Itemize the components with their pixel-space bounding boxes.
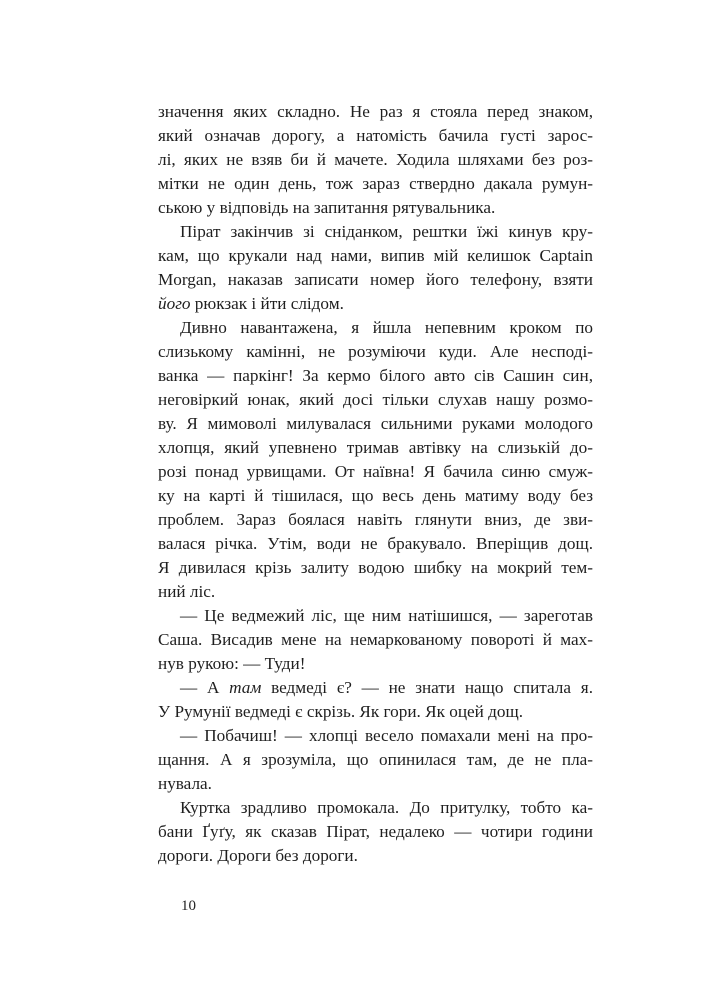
text-segment: У Румунії ведмеді є скрізь. Як гори. Як оцей дощ. — [158, 702, 524, 721]
text-segment: Пірат закінчив зі сніданком, рештки їжі кинув кру- — [180, 222, 593, 241]
text-segment: розі понад урвищами. От наївна! Я бачила синю смуж- — [158, 462, 593, 481]
paragraph — [158, 316, 593, 604]
text-line — [158, 364, 593, 388]
text-line — [158, 412, 593, 436]
text-segment: валася річка. Утім, води не бракувало. Вперіщив дощ. — [158, 534, 593, 553]
text-line — [158, 652, 593, 676]
text-segment: дороги. Дороги без дороги. — [158, 846, 358, 865]
text-line — [158, 292, 593, 316]
text-segment: слизькому камінні, не розуміючи куди. Але несподі- — [158, 342, 593, 361]
text-segment: ською у відповідь на запитання рятувальника. — [158, 198, 496, 217]
page-body-text — [158, 100, 593, 868]
text-line — [158, 316, 593, 340]
text-line — [158, 724, 593, 748]
paragraph — [158, 796, 593, 868]
text-line — [158, 556, 593, 580]
text-segment: — А — [180, 678, 230, 697]
paragraph — [158, 724, 593, 796]
text-segment: Дивно навантажена, я йшла непевним кроком по — [180, 318, 593, 337]
text-segment: ву. Я мимоволі милувалася сильними руками молодого — [158, 414, 593, 433]
text-line — [158, 172, 593, 196]
text-segment: щання. А я зрозуміла, що опинилася там, де не пла- — [158, 750, 593, 769]
text-segment: — Побачиш! — хлопці весело помахали мені на про- — [180, 726, 593, 745]
page-number: 10 — [181, 898, 196, 914]
text-line — [158, 244, 593, 268]
text-line — [158, 124, 593, 148]
text-segment: Morgan, наказав записати номер його телефону, взяти — [158, 270, 593, 289]
text-segment: кам, що крукали над нами, випив мій келишок Captain — [158, 246, 593, 265]
text-segment: хлопця, який упевнено тримав автівку на слизькій до- — [158, 438, 593, 457]
text-line — [158, 604, 593, 628]
text-segment: неговіркий юнак, який досі тільки слухав нашу розмо- — [158, 390, 593, 409]
text-segment: ведмеді є? — не знати нащо спитала я. — [261, 678, 593, 697]
text-line — [158, 628, 593, 652]
text-line — [158, 436, 593, 460]
text-line — [158, 148, 593, 172]
text-segment: нув рукою: — Туди! — [158, 654, 306, 673]
italic-text: там — [229, 678, 262, 697]
text-line — [158, 772, 593, 796]
text-segment: рюкзак і йти слідом. — [190, 294, 344, 313]
text-segment: Куртка зрадливо промокала. До притулку, тобто ка- — [180, 798, 593, 817]
text-line — [158, 532, 593, 556]
text-line — [158, 676, 593, 700]
text-line — [158, 340, 593, 364]
text-line — [158, 796, 593, 820]
text-segment: ку на карті й тішилася, що весь день матиму воду без — [158, 486, 593, 505]
paragraph — [158, 676, 593, 724]
text-line — [158, 820, 593, 844]
text-line — [158, 388, 593, 412]
paragraph — [158, 604, 593, 676]
text-line — [158, 268, 593, 292]
text-segment: Саша. Висадив мене на немаркованому повороті й мах- — [158, 630, 593, 649]
text-segment: ний ліс. — [158, 582, 216, 601]
text-line — [158, 196, 593, 220]
text-segment: ванка — паркінг! За кермо білого авто сів Сашин син, — [158, 366, 593, 385]
text-line — [158, 460, 593, 484]
text-segment: нувала. — [158, 774, 212, 793]
text-segment: проблем. Зараз боялася навіть глянути вниз, де зви- — [158, 510, 593, 529]
text-segment: мітки не один день, тож зараз ствердно дакала румун- — [158, 174, 593, 193]
text-line — [158, 700, 593, 724]
text-line — [158, 220, 593, 244]
text-segment: значення яких складно. Не раз я стояла перед знаком, — [158, 102, 593, 121]
italic-text: його — [158, 294, 191, 313]
text-segment: — Це ведмежий ліс, ще ним натішишся, — зареготав — [180, 606, 593, 625]
text-segment: бани Ґуґу, як сказав Пірат, недалеко — чотири години — [158, 822, 593, 841]
paragraph — [158, 220, 593, 316]
text-line — [158, 508, 593, 532]
text-segment: лі, яких не взяв би й мачете. Ходила шляхами без роз- — [158, 150, 593, 169]
text-line — [158, 748, 593, 772]
text-segment: який означав дорогу, а натомість бачила густі зарос- — [158, 126, 593, 145]
text-segment: Я дивилася крізь залиту водою шибку на мокрий тем- — [158, 558, 593, 577]
text-line — [158, 100, 593, 124]
paragraph — [158, 100, 593, 220]
text-line — [158, 844, 593, 868]
text-line — [158, 580, 593, 604]
text-line — [158, 484, 593, 508]
